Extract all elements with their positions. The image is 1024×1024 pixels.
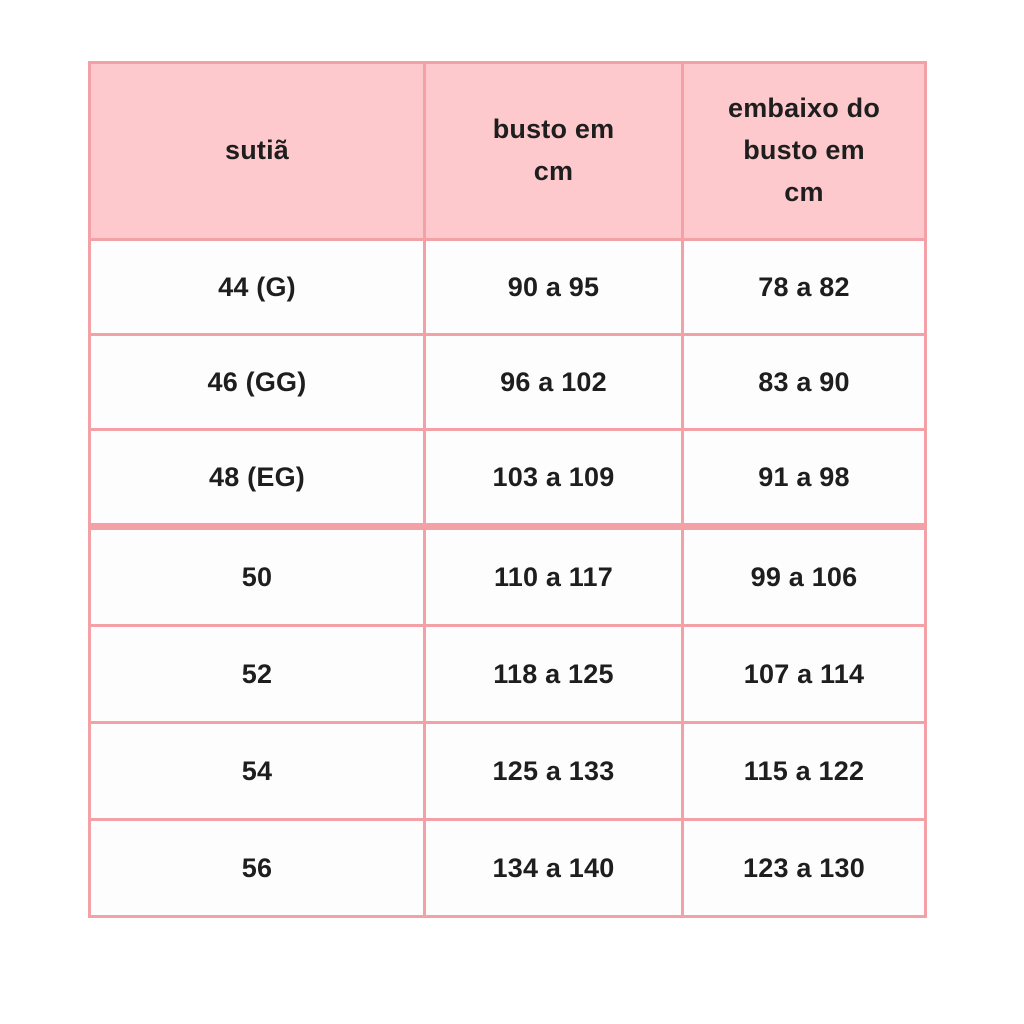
table-cell: 115 a 122: [683, 723, 926, 820]
table-cell: 52: [90, 626, 425, 723]
table-cell: 90 a 95: [425, 240, 683, 335]
table-cell: 123 a 130: [683, 820, 926, 917]
table-cell: 44 (G): [90, 240, 425, 335]
table-header: [90, 63, 926, 240]
table-row: [90, 820, 926, 917]
column-header-label: embaixo do busto em cm: [727, 93, 881, 207]
table-cell: 78 a 82: [683, 240, 926, 335]
table-cell: 103 a 109: [425, 430, 683, 527]
table-row: [90, 240, 926, 335]
table-row: [90, 723, 926, 820]
table-body: [90, 240, 926, 917]
table-cell: 110 a 117: [425, 527, 683, 626]
table-cell: 125 a 133: [425, 723, 683, 820]
table-cell: 83 a 90: [683, 335, 926, 430]
table-cell: 134 a 140: [425, 820, 683, 917]
table-cell: 54: [90, 723, 425, 820]
table-cell: 48 (EG): [90, 430, 425, 527]
table-cell: 118 a 125: [425, 626, 683, 723]
table-row: [90, 626, 926, 723]
table-cell: 56: [90, 820, 425, 917]
column-header-label: busto em cm: [492, 114, 615, 186]
header-row: [90, 63, 926, 240]
column-header-embaixo-busto: [683, 63, 926, 240]
table-cell: 96 a 102: [425, 335, 683, 430]
column-header-busto: [425, 63, 683, 240]
table-row: [90, 430, 926, 527]
table-cell: 91 a 98: [683, 430, 926, 527]
column-header-sutia: [90, 63, 425, 240]
size-chart-table: [88, 61, 927, 918]
table-cell: 99 a 106: [683, 527, 926, 626]
table-row: [90, 335, 926, 430]
table-cell: 50: [90, 527, 425, 626]
table-row: [90, 527, 926, 626]
table-cell: 107 a 114: [683, 626, 926, 723]
table-cell: 46 (GG): [90, 335, 425, 430]
column-header-label: sutiã: [224, 135, 290, 166]
